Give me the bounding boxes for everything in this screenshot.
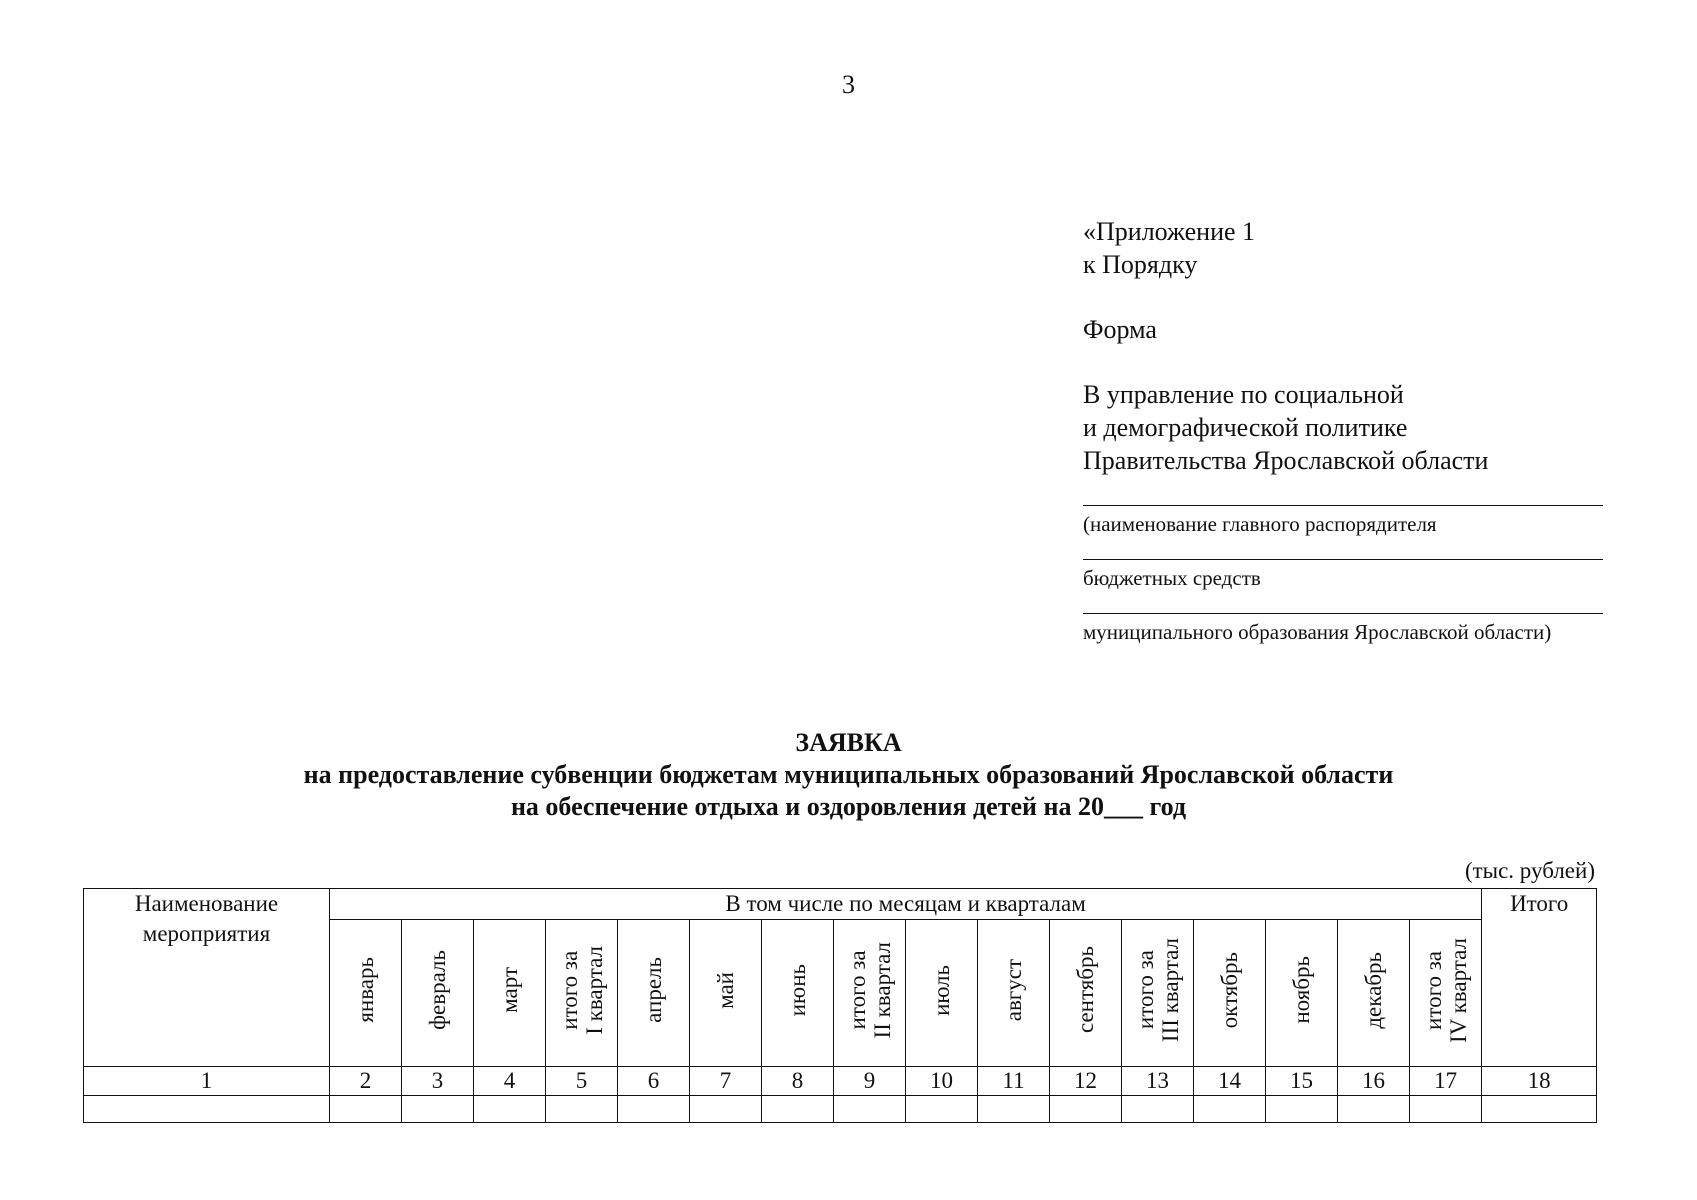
period-header-label bbox=[557, 946, 607, 1035]
period-header-cell bbox=[834, 920, 906, 1067]
header-total bbox=[1482, 889, 1597, 1067]
period-header-cell bbox=[690, 920, 762, 1067]
table-cell[interactable] bbox=[762, 1096, 834, 1123]
period-label-line-1: итого за bbox=[1420, 950, 1446, 1030]
table-cell[interactable] bbox=[906, 1096, 978, 1123]
period-header-cell bbox=[1266, 920, 1338, 1067]
header-activity-name-label: Наименование мероприятия bbox=[134, 891, 279, 946]
period-label-line-1: февраль bbox=[425, 950, 450, 1030]
period-header-cell bbox=[978, 920, 1050, 1067]
period-header-cell bbox=[906, 920, 978, 1067]
period-header-cell bbox=[1194, 920, 1266, 1067]
table-cell[interactable] bbox=[834, 1096, 906, 1123]
title-line-2: на предоставление субвенции бюджетам муниципальных образований Ярославской области bbox=[303, 760, 1394, 789]
appendix-line-1: «Приложение 1 bbox=[1083, 217, 1256, 246]
period-header-label bbox=[929, 965, 954, 1016]
signature-block bbox=[1083, 505, 1603, 667]
period-label-line-1: август bbox=[1001, 958, 1026, 1022]
appendix-line-2: к Порядку bbox=[1083, 250, 1198, 279]
column-number-cell: 7 bbox=[690, 1067, 762, 1096]
period-label-line-1: апрель bbox=[641, 957, 666, 1023]
column-number-row bbox=[84, 1067, 1597, 1096]
table-cell[interactable] bbox=[1122, 1096, 1194, 1123]
period-header-label bbox=[1217, 952, 1242, 1028]
period-label-line-1: итого за bbox=[1132, 950, 1158, 1030]
column-number-cell: 16 bbox=[1338, 1067, 1410, 1096]
period-header-label bbox=[785, 964, 810, 1016]
period-header-cell bbox=[1338, 920, 1410, 1067]
table-cell[interactable] bbox=[1482, 1096, 1597, 1123]
column-number-cell: 13 bbox=[1122, 1067, 1194, 1096]
period-header-label bbox=[845, 942, 895, 1038]
period-label-line-1: итого за bbox=[556, 950, 582, 1030]
column-number-cell: 14 bbox=[1194, 1067, 1266, 1096]
period-header-cell bbox=[474, 920, 546, 1067]
period-header-cell bbox=[402, 920, 474, 1067]
period-label-line-1: июнь bbox=[785, 963, 810, 1017]
period-header-label bbox=[353, 957, 378, 1023]
period-label-line-1: январь bbox=[353, 957, 378, 1023]
table-cell[interactable] bbox=[402, 1096, 474, 1123]
column-number-cell: 4 bbox=[474, 1067, 546, 1096]
column-number-cell: 18 bbox=[1482, 1067, 1597, 1096]
period-header-cell bbox=[546, 920, 618, 1067]
period-label-line-1: октябрь bbox=[1217, 951, 1242, 1029]
period-header-label bbox=[497, 967, 522, 1013]
period-label-line-1: июль bbox=[929, 964, 954, 1016]
title-line-3: на обеспечение отдыха и оздоровления детей на 20___ год bbox=[510, 792, 1187, 821]
column-number-cell: 3 bbox=[402, 1067, 474, 1096]
signature-line-3 bbox=[1083, 613, 1603, 667]
column-number-cell: 11 bbox=[978, 1067, 1050, 1096]
period-header-cell bbox=[618, 920, 690, 1067]
table-cell[interactable] bbox=[1410, 1096, 1482, 1123]
period-header-label bbox=[1361, 952, 1386, 1029]
units-label: (тыс. рублей) bbox=[1464, 858, 1595, 883]
table-cell[interactable] bbox=[474, 1096, 546, 1123]
form-label: Форма bbox=[1083, 315, 1157, 344]
column-number-cell: 17 bbox=[1410, 1067, 1482, 1096]
table-cell[interactable] bbox=[1050, 1096, 1122, 1123]
period-label-line-2: IV квартал bbox=[1445, 937, 1471, 1043]
table-cell[interactable] bbox=[978, 1096, 1050, 1123]
header-period-group bbox=[330, 889, 1482, 920]
header-total-label: Итого bbox=[1510, 891, 1569, 916]
period-header-label bbox=[713, 972, 738, 1009]
period-label-line-1: сентябрь bbox=[1073, 946, 1098, 1034]
period-header-label bbox=[1289, 956, 1314, 1024]
table-cell[interactable] bbox=[330, 1096, 402, 1123]
page-number: 3 bbox=[842, 70, 855, 99]
period-header-label bbox=[1133, 938, 1183, 1042]
period-label-line-2: II квартал bbox=[869, 941, 895, 1039]
table-cell[interactable] bbox=[618, 1096, 690, 1123]
table-cell[interactable] bbox=[546, 1096, 618, 1123]
table-cell[interactable] bbox=[84, 1096, 330, 1123]
column-number-cell: 6 bbox=[618, 1067, 690, 1096]
table-cell[interactable] bbox=[1338, 1096, 1410, 1123]
addressee-line-2: и демографической политике bbox=[1083, 413, 1408, 442]
period-header-cell bbox=[1410, 920, 1482, 1067]
period-header-label bbox=[1001, 959, 1026, 1021]
table-row bbox=[84, 1096, 1597, 1123]
period-header-label bbox=[641, 957, 666, 1023]
column-number-cell: 10 bbox=[906, 1067, 978, 1096]
period-header-cell bbox=[1122, 920, 1194, 1067]
document-title bbox=[0, 727, 1697, 823]
column-number-cell: 5 bbox=[546, 1067, 618, 1096]
period-header-label bbox=[425, 950, 450, 1030]
header-period-group-label: В том числе по месяцам и кварталам bbox=[725, 891, 1086, 916]
table-cell[interactable] bbox=[690, 1096, 762, 1123]
header-activity-name bbox=[84, 889, 330, 1067]
table-cell[interactable] bbox=[1266, 1096, 1338, 1123]
addressee-line-3: Правительства Ярославской области bbox=[1083, 446, 1489, 475]
signature-caption-2: бюджетных средств bbox=[1083, 566, 1261, 590]
period-label-line-1: ноябрь bbox=[1289, 956, 1314, 1024]
table-cell[interactable] bbox=[1194, 1096, 1266, 1123]
title-line-1: ЗАЯВКА bbox=[795, 728, 902, 757]
signature-caption-1: (наименование главного распорядителя bbox=[1083, 512, 1437, 536]
column-number-cell: 9 bbox=[834, 1067, 906, 1096]
addressee-line-1: В управление по социальной bbox=[1083, 380, 1404, 409]
application-table bbox=[83, 888, 1597, 1123]
period-label-line-1: май bbox=[713, 971, 738, 1009]
period-label-line-1: декабрь bbox=[1361, 951, 1386, 1029]
period-label-line-2: I квартал bbox=[581, 945, 607, 1035]
period-header-cell bbox=[330, 920, 402, 1067]
period-label-line-1: март bbox=[497, 967, 522, 1013]
period-label-line-1: итого за bbox=[844, 950, 870, 1030]
column-number-cell: 12 bbox=[1050, 1067, 1122, 1096]
column-number-cell: 1 bbox=[84, 1067, 330, 1096]
column-number-cell: 8 bbox=[762, 1067, 834, 1096]
signature-caption-3: муниципального образования Ярославской области) bbox=[1083, 620, 1552, 644]
appendix-header bbox=[1083, 215, 1488, 477]
column-number-cell: 2 bbox=[330, 1067, 402, 1096]
period-label-line-2: III квартал bbox=[1157, 937, 1183, 1043]
period-header-label bbox=[1421, 938, 1471, 1043]
signature-line-1 bbox=[1083, 505, 1603, 559]
period-header-label bbox=[1073, 946, 1098, 1033]
period-header-cell bbox=[762, 920, 834, 1067]
period-header-cell bbox=[1050, 920, 1122, 1067]
column-number-cell: 15 bbox=[1266, 1067, 1338, 1096]
signature-line-2 bbox=[1083, 559, 1603, 613]
